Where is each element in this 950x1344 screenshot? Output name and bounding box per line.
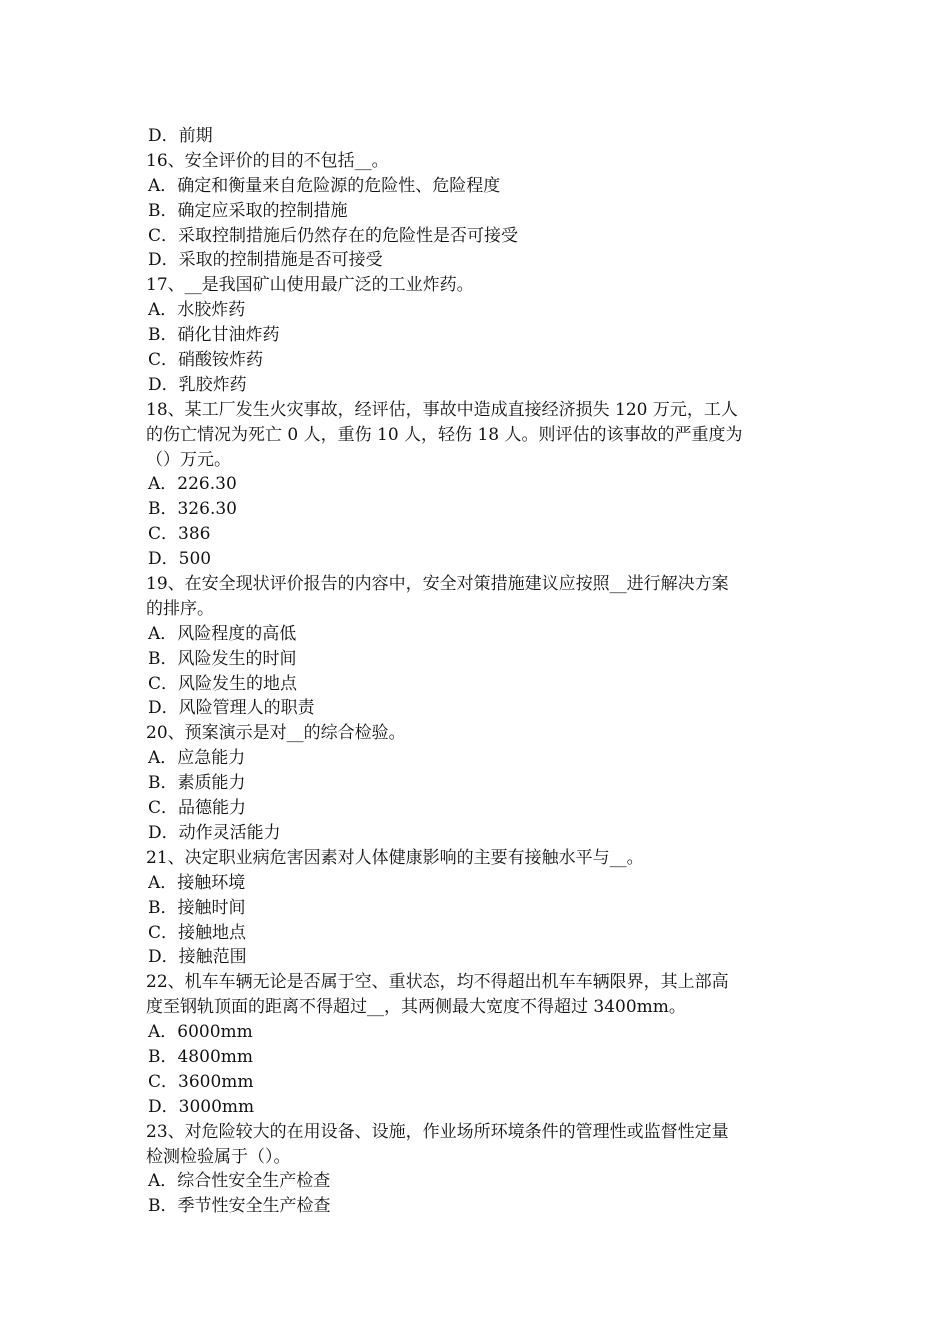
question-text-line: 23、对危险较大的在用设备、设施，作业场所环境条件的管理性或监督性定量 [146, 1121, 729, 1142]
answer-option-line: C．风险发生的地点 [148, 673, 298, 694]
answer-option-line: B．硝化甘油炸药 [148, 325, 280, 346]
answer-option-line: D．前期 [148, 126, 213, 146]
question-text-line: 度至钢轨顶面的距离不得超过__，其两侧最大宽度不得超过 3400mm。 [146, 997, 686, 1018]
answer-option-line: B．326.30 [148, 499, 237, 520]
answer-option-line: A．水胶炸药 [148, 300, 246, 321]
answer-option-line: C．采取控制措施后仍然存在的危险性是否可接受 [148, 225, 519, 246]
answer-option-line: A．6000mm [148, 1022, 253, 1043]
answer-option-line: B．季节性安全生产检查 [148, 1196, 331, 1217]
answer-option-line: C．接触地点 [148, 922, 247, 943]
answer-option-line: B．素质能力 [148, 773, 246, 794]
question-text-line: （）万元。 [146, 449, 231, 470]
question-text-line: 17、__是我国矿山使用最广泛的工业炸药。 [146, 275, 474, 296]
answer-option-line: D．500 [148, 549, 212, 570]
question-text-line: 19、在安全现状评价报告的内容中，安全对策措施建议应按照__进行解决方案 [146, 574, 729, 595]
answer-option-line: C．3600mm [148, 1071, 254, 1092]
answer-option-line: A．应急能力 [148, 748, 246, 769]
answer-option-line: A．226.30 [148, 474, 237, 495]
answer-option-line: D．3000mm [148, 1096, 255, 1117]
answer-option-line: D．接触范围 [148, 947, 247, 968]
answer-option-line: C．硝酸铵炸药 [148, 350, 264, 371]
question-text-line: 20、预案演示是对__的综合检验。 [146, 723, 406, 744]
answer-option-line: A．接触环境 [148, 872, 246, 893]
answer-option-line: A．风险程度的高低 [148, 623, 297, 644]
question-text-line: 检测检验属于（）。 [146, 1146, 291, 1167]
answer-option-line: D．动作灵活能力 [148, 822, 281, 843]
question-text-line: 16、安全评价的目的不包括__。 [146, 150, 389, 171]
question-text-line: 的伤亡情况为死亡 0 人，重伤 10 人，轻伤 18 人。则评估的该事故的严重度为 [146, 424, 743, 445]
document-page [146, 124, 811, 1219]
answer-option-line: D．乳胶炸药 [148, 374, 247, 395]
answer-option-line: B．接触时间 [148, 897, 246, 918]
answer-option-line: D．采取的控制措施是否可接受 [148, 250, 383, 271]
answer-option-line: B．风险发生的时间 [148, 648, 297, 669]
answer-option-line: A．综合性安全生产检查 [148, 1171, 331, 1192]
answer-option-line: D．风险管理人的职责 [148, 698, 315, 719]
answer-option-line: A．确定和衡量来自危险源的危险性、危险程度 [148, 175, 501, 196]
answer-option-line: C．品德能力 [148, 798, 247, 819]
question-text-line: 22、机车车辆无论是否属于空、重状态，均不得超出机车车辆限界，其上部高 [146, 972, 729, 993]
answer-option-line: B．确定应采取的控制措施 [148, 200, 348, 221]
answer-option-line: B．4800mm [148, 1046, 253, 1067]
question-text-line: 21、决定职业病危害因素对人体健康影响的主要有接触水平与__。 [146, 847, 644, 868]
question-text-line: 18、某工厂发生火灾事故，经评估，事故中造成直接经济损失 120 万元，工人 [146, 399, 738, 420]
answer-option-line: C．386 [148, 524, 211, 545]
question-text-line: 的排序。 [146, 598, 214, 619]
